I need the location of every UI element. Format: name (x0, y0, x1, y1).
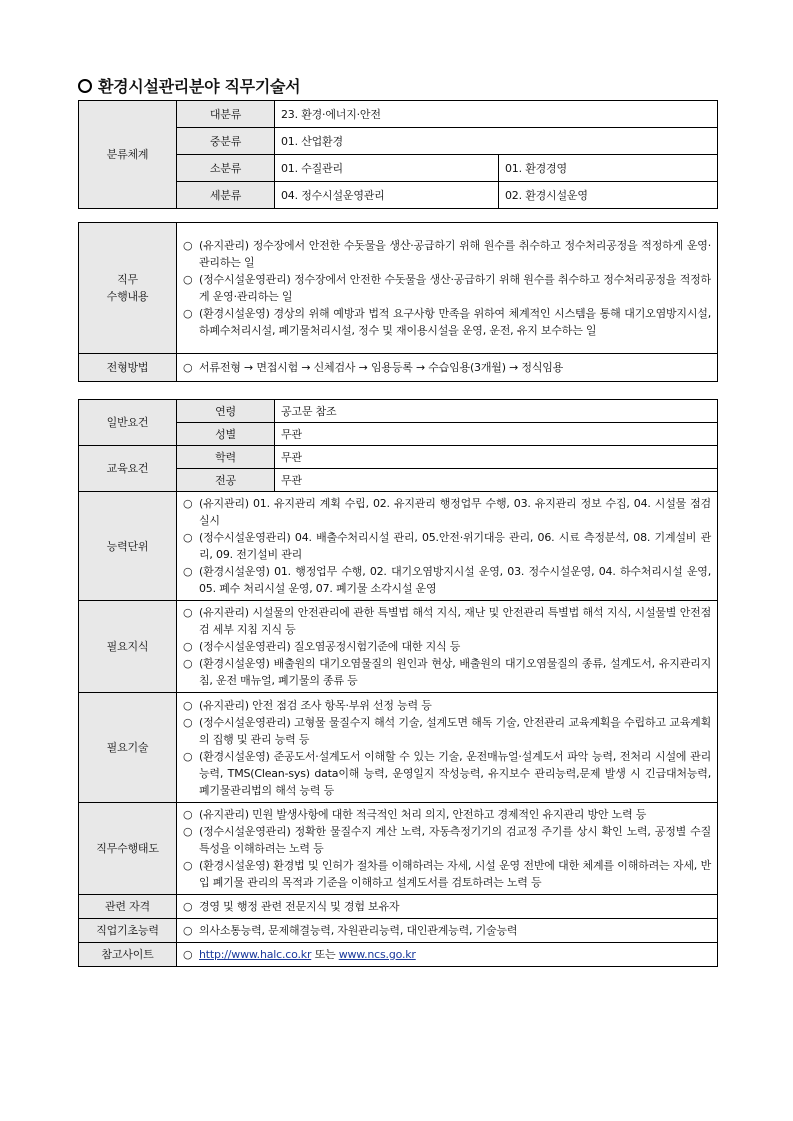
knowledge-list (177, 601, 718, 693)
basic-skills-text: 의사소통능력, 문제해결능력, 자원관리능력, 대인관계능력, 기술능력 (199, 924, 518, 937)
basic-skills-cell: ○ 의사소통능력, 문제해결능력, 자원관리능력, 대인관계능력, 기술능력 (177, 919, 718, 943)
attitude-header: 직무수행태도 (79, 803, 177, 895)
list-item: ○ (유지관리) 시설물의 안전관리에 관한 특별법 해석 지식, 재난 및 안전관리 특별법 해석 지식, 시설물별 안전점검 세부 지침 지식 등 (183, 606, 711, 636)
major-label: 대분류 (177, 101, 275, 128)
certification-cell: ○ 경영 및 행정 관련 전문지식 및 경험 보유자 (177, 895, 718, 919)
detail-value-1: 04. 정수시설운영관리 (275, 182, 499, 209)
gender-value: 무관 (275, 423, 718, 446)
middle-value: 01. 산업환경 (275, 128, 718, 155)
major-field-value: 무관 (275, 469, 718, 492)
attitude-list (177, 803, 718, 895)
list-item: ○ (환경시설운영) 환경법 및 인허가 절차를 이해하려는 자세, 시설 운영 전반에 대한 체계를 이해하려는 자세, 반입 폐기물 관리의 목적과 기준을 이해하고 설계도서를 검토하려는 노력 등 (183, 859, 711, 889)
list-item: ○ (정수시설운영관리) 정수장에서 안전한 수돗물을 생산·공급하기 위해 원수를 취수하고 정수처리공정을 적정하게 운영·관리하는 일 (183, 273, 711, 303)
list-item: ○ (환경시설운영) 배출원의 대기오염물질의 원인과 현상, 배출원의 대기오염물질의 종류, 설계도서, 유지관리지침, 운전 매뉴얼, 폐기물의 종류 등 (183, 657, 711, 687)
page-title-text: 환경시설관리분야 직무기술서 (98, 77, 301, 96)
list-item: ○ (환경시설운영) 준공도서·설계도서 이해할 수 있는 기술, 운전매뉴얼·설계도서 파악 능력, 전처리 시설에 관리 능력, TMS(Clean-sys) data이해 능력, 운영일지 작성능력, 유지보수 관리능력,문제 발생 시 긴급대처능력, 폐기물관리법의 해석 능력 등 (183, 749, 711, 797)
duties-header: 직무 수행내용 (79, 223, 177, 354)
major-value: 23. 환경·에너지·안전 (275, 101, 718, 128)
selection-cell: ○ 서류전형 → 면접시험 → 신체검사 → 임용등록 → 수습임용(3개월) → 정식임용 (177, 354, 718, 382)
list-item: ○ (유지관리) 정수장에서 안전한 수돗물을 생산·공급하기 위해 원수를 취수하고 정수처리공정을 적정하게 운영·관리하는 일 (183, 239, 711, 269)
skills-list (177, 693, 718, 803)
list-item: ○ (정수시설운영관리) 질오염공정시험기준에 대한 지식 등 (183, 640, 461, 653)
knowledge-header: 필요지식 (79, 601, 177, 693)
list-item: ○ (정수시설운영관리) 04. 배출수처리시설 관리, 05.안전·위기대응 관리, 06. 시료 측정분석, 08. 기계설비 관리, 09. 전기설비 관리 (183, 531, 711, 561)
competency-header: 능력단위 (79, 492, 177, 601)
detail-value-2: 02. 환경시설운영 (499, 182, 718, 209)
basic-skills-header: 직업기초능력 (79, 919, 177, 943)
middle-label: 중분류 (177, 128, 275, 155)
classification-table (78, 100, 718, 209)
list-item: ○ (정수시설운영관리) 고형물 물질수지 해석 기술, 설계도면 해독 기술, 안전관리 교육계획을 수립하고 교육계획의 집행 및 관리 능력 등 (183, 715, 711, 746)
age-label: 연령 (177, 400, 275, 423)
reference-separator: 또는 (314, 948, 336, 961)
list-item: ○ (환경시설운영) 경상의 위해 예방과 법적 요구사항 만족을 위하여 체계적인 시스템을 통해 대기오염방지시설, 하폐수처리시설, 폐기물처리시설, 정수 및 재이용시설을 운영, 운전, 유지 보수하는 일 (183, 307, 711, 337)
page-title (78, 74, 300, 97)
age-value: 공고문 참조 (275, 400, 718, 423)
selection-text: 서류전형 → 면접시험 → 신체검사 → 임용등록 → 수습임용(3개월) → 정식임용 (199, 361, 564, 374)
competency-list (177, 492, 718, 601)
major-field-label: 전공 (177, 469, 275, 492)
detail-label: 세분류 (177, 182, 275, 209)
list-item: ○ (유지관리) 안전 점검 조사 항목·부위 선정 능력 등 (183, 698, 432, 712)
list-item: ○ (환경시설운영) 01. 행정업무 수행, 02. 대기오염방지시설 운영, 03. 정수시설운영, 04. 하수처리시설 운영, 05. 폐수 처리시설 운영, 07. 폐기물 소각시설 운영 (183, 565, 711, 595)
certification-text: 경영 및 행정 관련 전문지식 및 경험 보유자 (199, 900, 400, 913)
selection-header: 전형방법 (79, 354, 177, 382)
reference-cell: ○ http://www.halc.co.kr 또는 www.ncs.go.kr (177, 943, 718, 967)
minor-label: 소분류 (177, 155, 275, 182)
classification-header: 분류체계 (79, 101, 177, 209)
minor-value-2: 01. 환경경영 (499, 155, 718, 182)
education-header: 교육요건 (79, 446, 177, 492)
certification-header: 관련 자격 (79, 895, 177, 919)
circle-bullet-icon (78, 79, 92, 93)
list-item: ○ (유지관리) 01. 유지관리 계획 수립, 02. 유지관리 행정업무 수행, 03. 유지관리 정보 수집, 04. 시설물 점검 실시 (183, 497, 711, 527)
duties-table (78, 222, 718, 382)
general-header: 일반요건 (79, 400, 177, 446)
degree-label: 학력 (177, 446, 275, 469)
reference-header: 참고사이트 (79, 943, 177, 967)
duties-list (177, 223, 718, 354)
ncs-link[interactable]: www.ncs.go.kr (338, 948, 416, 961)
degree-value: 무관 (275, 446, 718, 469)
gender-label: 성별 (177, 423, 275, 446)
skills-header: 필요기술 (79, 693, 177, 803)
minor-value-1: 01. 수질관리 (275, 155, 499, 182)
list-item: ○ (유지관리) 민원 발생사항에 대한 적극적인 처리 의지, 안전하고 경제적인 유지관리 방안 노력 등 (183, 808, 647, 821)
list-item: ○ (정수시설운영관리) 정확한 물질수지 계산 노력, 자동측정기기의 검교정 주기를 상시 확인 노력, 공정별 수질 특성을 이해하려는 노력 등 (183, 825, 711, 855)
halc-link[interactable]: http://www.halc.co.kr (199, 948, 312, 961)
requirements-table (78, 399, 718, 967)
